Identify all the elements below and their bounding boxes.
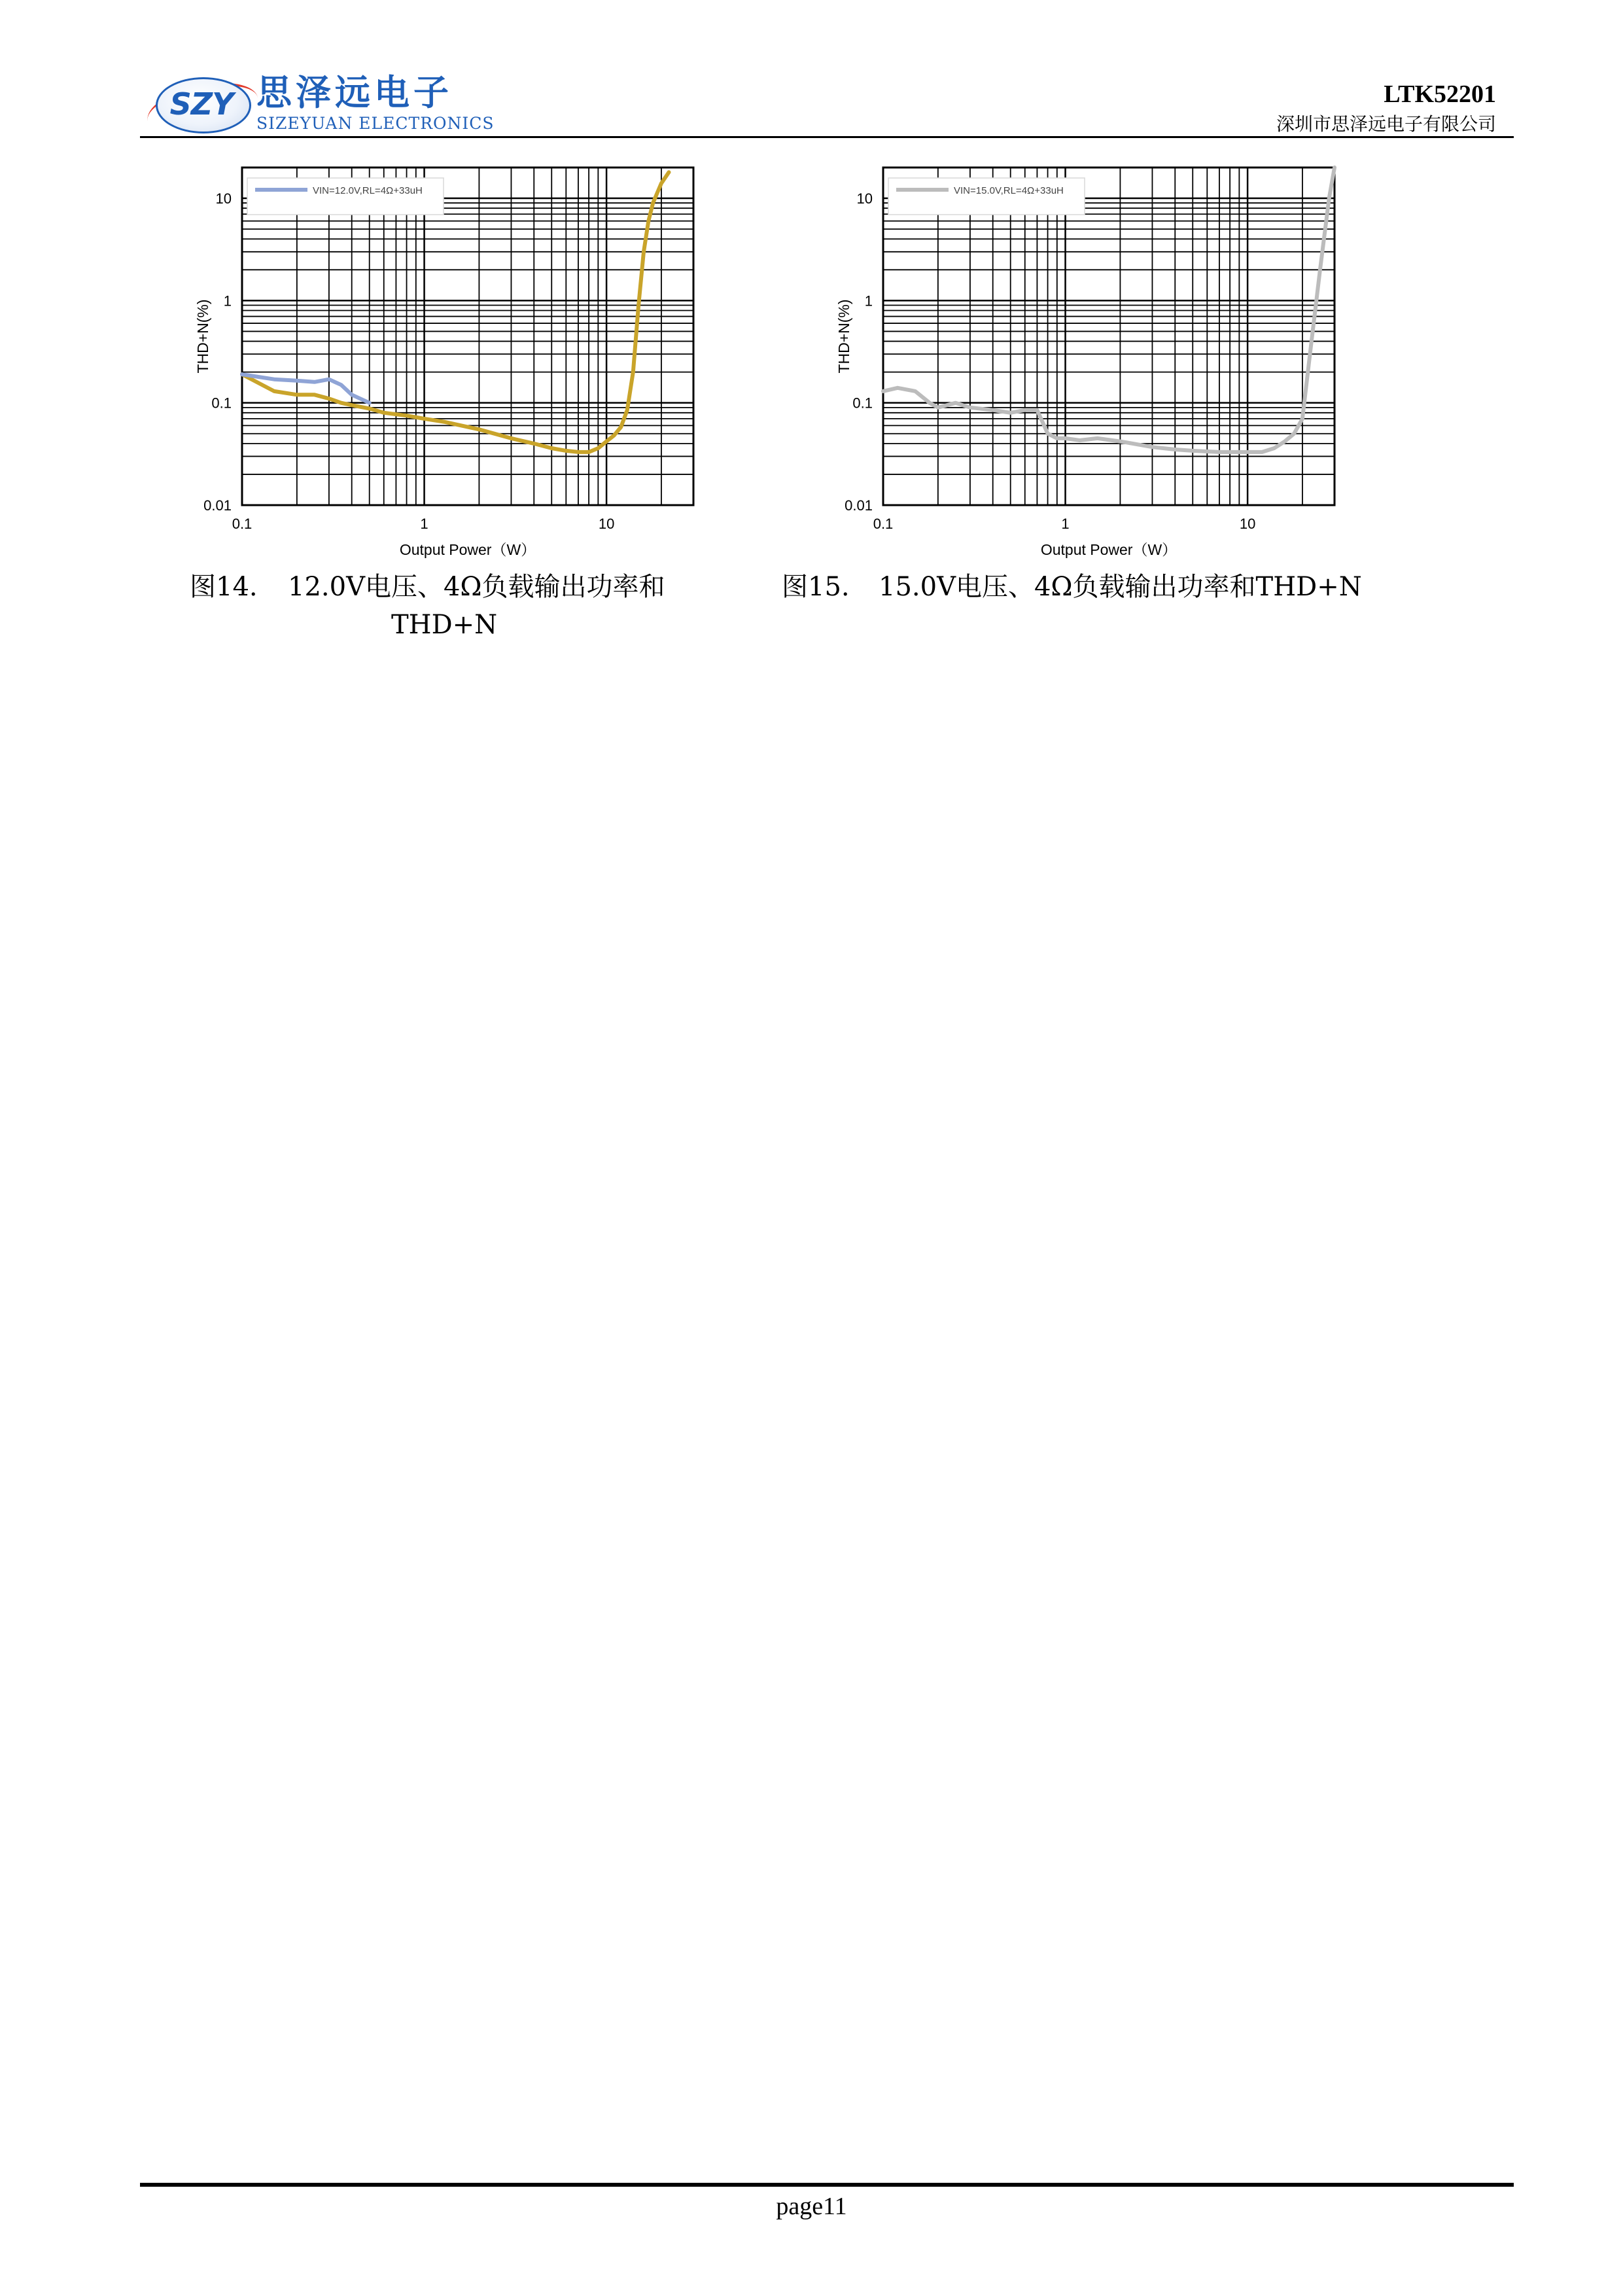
x-axis-label: Output Power（W） [399,541,536,558]
y-tick-label: 10 [856,190,873,207]
page-number: page11 [776,2193,847,2220]
chart-legend [888,178,1085,215]
footer-rule [140,2183,1514,2187]
y-tick-label: 1 [223,292,232,309]
document-id: LTK52201 [1384,80,1496,108]
series-line [242,374,370,403]
figure-15-caption [782,568,1436,606]
figure-14-caption [190,568,726,644]
figure-14-number: 图14. [190,572,258,602]
y-tick-label: 1 [864,292,873,309]
y-tick-label: 0.01 [845,497,873,514]
company-name: 深圳市思泽远电子有限公司 [1276,113,1496,135]
y-tick-label: 0.1 [852,395,873,412]
figure-15-number: 图15. [782,572,850,602]
legend-box [888,178,1085,215]
y-tick-label: 10 [215,190,232,207]
plot-frame [883,168,1335,505]
chart-grid [242,168,693,505]
legend-label: VIN=15.0V,RL=4Ω+33uH [954,185,1064,196]
x-tick-label: 1 [420,516,428,532]
y-tick-label: 0.01 [203,497,232,514]
figure-15-text: 15.0V电压、4Ω负载输出功率和THD+N [879,572,1362,602]
chart-thd-12v [190,157,713,563]
x-tick-label: 0.1 [873,516,894,532]
header-rule [140,136,1514,138]
x-axis-label: Output Power（W） [1040,541,1178,558]
y-axis-label: THD+N(%) [835,299,852,374]
chart-12v-svg [190,157,713,563]
chart-15v-svg [831,157,1354,563]
y-tick-label: 0.1 [211,395,232,412]
figure-14-text-line2: THD+N [391,610,498,640]
figure-14-text: 12.0V电压、4Ω负载输出功率和 [288,572,665,602]
chart-grid [883,168,1335,505]
x-tick-label: 0.1 [232,516,253,532]
x-tick-label: 10 [1239,516,1256,532]
logo-chinese-name: 思泽远电子 [256,72,453,113]
x-tick-label: 10 [598,516,615,532]
logo-english-name: SIZEYUAN ELECTRONICS [256,114,495,133]
x-tick-label: 1 [1061,516,1070,532]
plot-frame [242,168,693,505]
logo-mark: SZY [169,86,234,122]
company-logo [152,71,495,143]
y-axis-label: THD+N(%) [194,299,211,374]
chart-legend [247,178,444,215]
legend-label: VIN=12.0V,RL=4Ω+33uH [313,185,423,196]
legend-box [247,178,444,215]
chart-thd-15v [831,157,1354,563]
